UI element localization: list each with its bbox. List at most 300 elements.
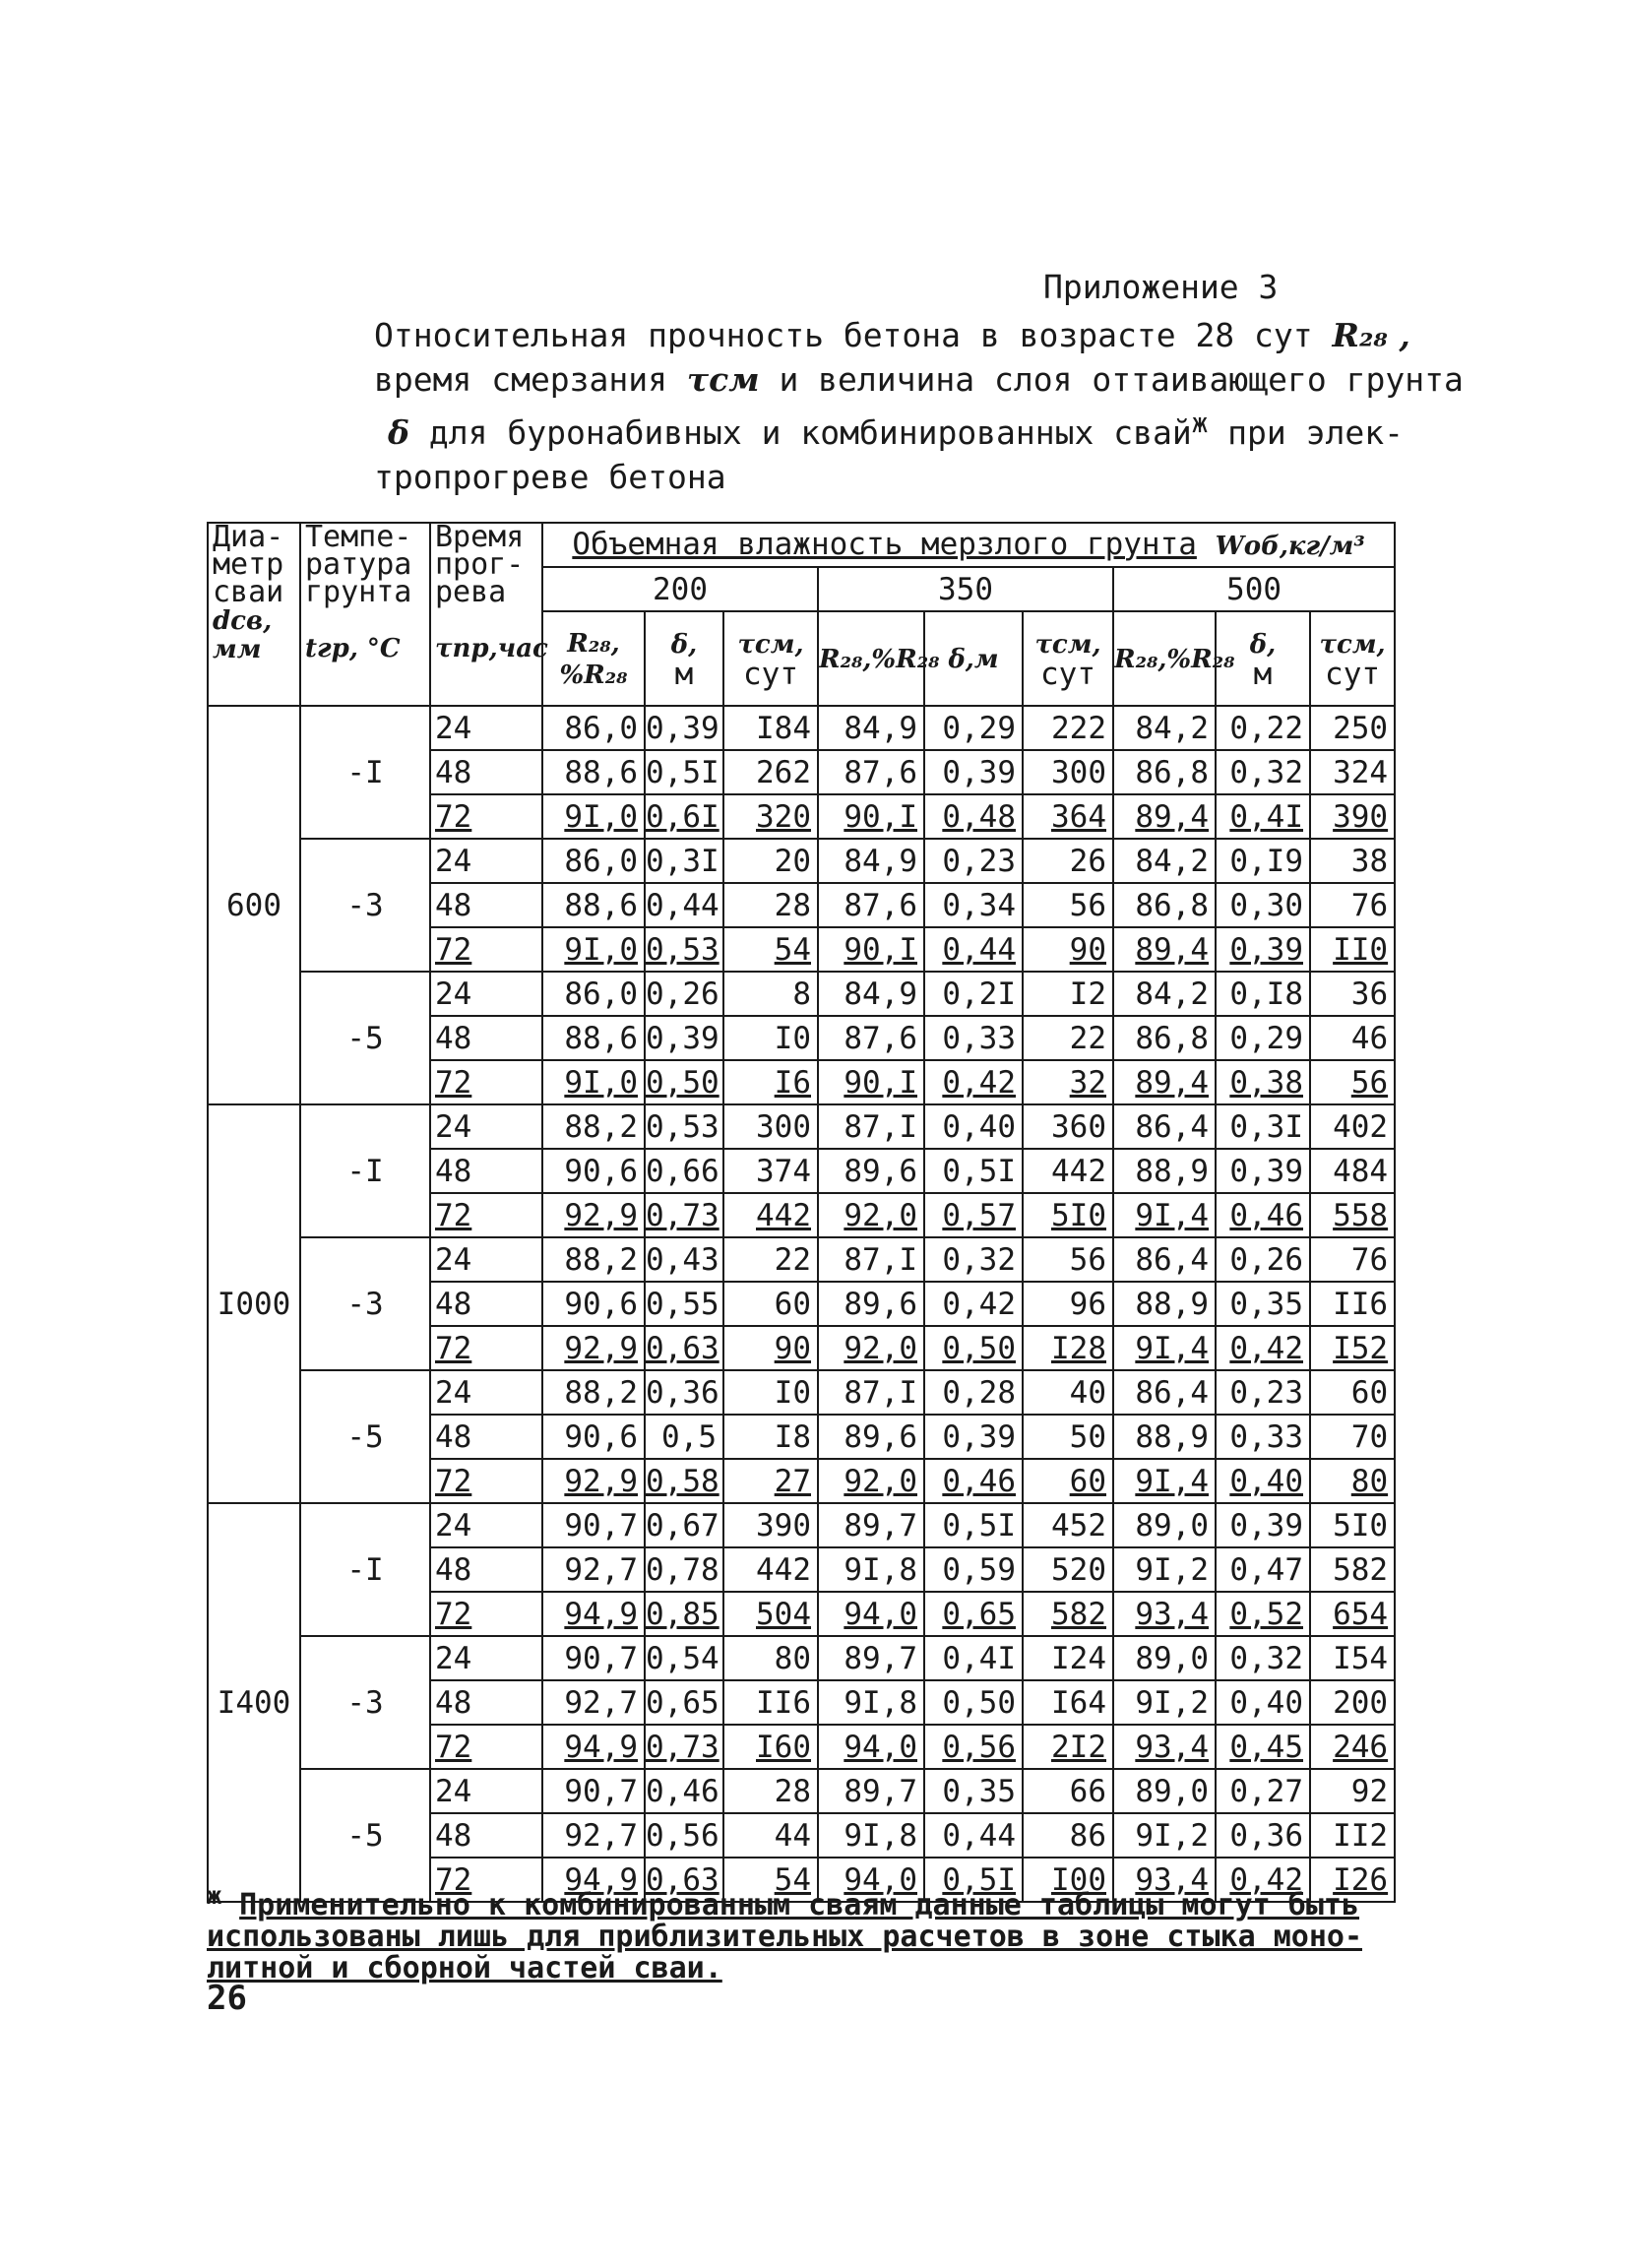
cell-value: 90,6 [542, 1415, 645, 1459]
table-body [208, 706, 1395, 1902]
cell-value: 2I2 [1023, 1725, 1113, 1769]
cell-temperature: -3 [300, 839, 430, 972]
cell-value: 66 [1023, 1769, 1113, 1813]
cell-value: II6 [723, 1680, 818, 1725]
cell-value: 28 [723, 1769, 818, 1813]
cell-value: 0,I8 [1216, 972, 1310, 1016]
cell-time: 72 [430, 1193, 542, 1237]
cell-value: 0,39 [1216, 1149, 1310, 1193]
cell-time: 24 [430, 1104, 542, 1149]
cell-value: 5I0 [1023, 1193, 1113, 1237]
cell-value: 9I,2 [1113, 1680, 1216, 1725]
cell-value: 90,7 [542, 1636, 645, 1680]
cell-value: 84,2 [1113, 972, 1216, 1016]
cell-value: 402 [1310, 1104, 1395, 1149]
cell-time: 72 [430, 927, 542, 972]
cell-value: 0,52 [1216, 1592, 1310, 1636]
cell-value: 90,6 [542, 1149, 645, 1193]
cell-value: 32 [1023, 1060, 1113, 1104]
cell-value: 9I,2 [1113, 1547, 1216, 1592]
cell-value: 27 [723, 1459, 818, 1503]
cell-value: 88,2 [542, 1370, 645, 1415]
cell-value: 89,4 [1113, 1060, 1216, 1104]
cell-value: 94,0 [818, 1858, 924, 1902]
cell-value: 0,44 [645, 883, 723, 927]
cell-value: 86,0 [542, 839, 645, 883]
cell-value: 0,32 [1216, 1636, 1310, 1680]
cell-value: 558 [1310, 1193, 1395, 1237]
caption-line-2: время смерзания τсм и величина слоя оттаивающего грунта [374, 360, 1464, 399]
cell-value: 390 [1310, 794, 1395, 839]
cell-value: 0,3I [645, 839, 723, 883]
cell-value: 0,I9 [1216, 839, 1310, 883]
cell-time: 24 [430, 1503, 542, 1547]
table-row [208, 1769, 1395, 1813]
cell-value: 26 [1023, 839, 1113, 883]
sub-tau-500: τсм, сут [1310, 611, 1395, 706]
delta-symbol: δ [388, 413, 410, 452]
cell-value: 93,4 [1113, 1725, 1216, 1769]
cell-time: 24 [430, 1370, 542, 1415]
cell-value: 582 [1023, 1592, 1113, 1636]
cell-value: 60 [1023, 1459, 1113, 1503]
cell-value: 90 [723, 1326, 818, 1370]
cell-value: I8 [723, 1415, 818, 1459]
cell-value: I00 [1023, 1858, 1113, 1902]
cell-value: 262 [723, 750, 818, 794]
cell-value: 86,0 [542, 706, 645, 750]
cell-value: 0,42 [924, 1060, 1023, 1104]
cell-temperature: -I [300, 1104, 430, 1237]
cell-value: 0,5I [924, 1149, 1023, 1193]
cell-value: 80 [1310, 1459, 1395, 1503]
cell-value: 0,36 [1216, 1813, 1310, 1858]
cell-value: 654 [1310, 1592, 1395, 1636]
cell-value: 0,50 [645, 1060, 723, 1104]
header-temperature: Темпе- ратура грунта tгр, °C [300, 523, 430, 706]
sub-delta-500: δ, м [1216, 611, 1310, 706]
cell-value: 0,44 [924, 1813, 1023, 1858]
table-row [208, 1104, 1395, 1149]
cell-time: 48 [430, 1813, 542, 1858]
cell-value: 89,6 [818, 1149, 924, 1193]
cell-value: 504 [723, 1592, 818, 1636]
cell-value: 0,36 [645, 1370, 723, 1415]
cell-time: 24 [430, 1636, 542, 1680]
cell-value: 84,9 [818, 839, 924, 883]
cell-value: 0,44 [924, 927, 1023, 972]
data-table [207, 522, 1396, 1903]
cell-value: 320 [723, 794, 818, 839]
cell-value: 93,4 [1113, 1592, 1216, 1636]
cell-value: 0,30 [1216, 883, 1310, 927]
cell-value: 90,I [818, 1060, 924, 1104]
cell-value: 84,2 [1113, 706, 1216, 750]
cell-value: 22 [1023, 1016, 1113, 1060]
cell-value: 250 [1310, 706, 1395, 750]
cell-time: 72 [430, 1326, 542, 1370]
cell-value: 80 [723, 1636, 818, 1680]
cell-time: 48 [430, 1149, 542, 1193]
cell-value: 0,78 [645, 1547, 723, 1592]
cell-value: 88,9 [1113, 1282, 1216, 1326]
sub-delta-200: δ, м [645, 611, 723, 706]
cell-time: 72 [430, 1060, 542, 1104]
cell-value: 0,22 [1216, 706, 1310, 750]
cell-value: 374 [723, 1149, 818, 1193]
cell-value: 0,40 [924, 1104, 1023, 1149]
cell-time: 48 [430, 750, 542, 794]
cell-temperature: -3 [300, 1636, 430, 1769]
cell-value: 56 [1023, 883, 1113, 927]
cell-value: 0,29 [1216, 1016, 1310, 1060]
cell-value: 40 [1023, 1370, 1113, 1415]
cell-value: 86,8 [1113, 750, 1216, 794]
cell-value: 89,0 [1113, 1769, 1216, 1813]
cell-diameter: I400 [208, 1503, 300, 1902]
cell-value: 56 [1310, 1060, 1395, 1104]
cell-value: 0,39 [924, 1415, 1023, 1459]
cell-value: 0,33 [924, 1016, 1023, 1060]
cell-value: 56 [1023, 1237, 1113, 1282]
sub-delta-350: δ,м [924, 611, 1023, 706]
cell-value: 92,0 [818, 1326, 924, 1370]
cell-value: 0,85 [645, 1592, 723, 1636]
table-caption [374, 313, 1464, 499]
cell-value: 452 [1023, 1503, 1113, 1547]
cell-value: 9I,4 [1113, 1326, 1216, 1370]
cell-value: II6 [1310, 1282, 1395, 1326]
cell-value: 0,35 [924, 1769, 1023, 1813]
cell-value: 88,6 [542, 1016, 645, 1060]
cell-value: I0 [723, 1016, 818, 1060]
cell-value: 0,42 [1216, 1858, 1310, 1902]
cell-value: 94,9 [542, 1725, 645, 1769]
cell-value: 0,50 [924, 1326, 1023, 1370]
cell-value: 89,7 [818, 1636, 924, 1680]
cell-value: 92,7 [542, 1813, 645, 1858]
cell-diameter: I000 [208, 1104, 300, 1503]
cell-value: 60 [1310, 1370, 1395, 1415]
footnote-line-1: $^ж$ Применительно к комбинированным сваям данные таблицы могут быть [207, 1881, 1360, 1922]
table-row [208, 1636, 1395, 1680]
header-diameter: Диа- метр сваи dсв, мм [208, 523, 300, 706]
header-humidity: Объемная влажность мерзлого грунта Wоб,кг/м³ [542, 523, 1395, 567]
cell-value: 92 [1310, 1769, 1395, 1813]
cell-value: 0,39 [924, 750, 1023, 794]
sub-tau-200: τсм, сут [723, 611, 818, 706]
cell-value: 0,39 [1216, 927, 1310, 972]
cell-value: 0,28 [924, 1370, 1023, 1415]
cell-value: 87,6 [818, 750, 924, 794]
cell-value: 90,7 [542, 1769, 645, 1813]
cell-value: 9I,0 [542, 794, 645, 839]
cell-value: 92,9 [542, 1459, 645, 1503]
cell-value: 88,6 [542, 750, 645, 794]
cell-value: 0,50 [924, 1680, 1023, 1725]
cell-value: 76 [1310, 883, 1395, 927]
footnote [207, 1880, 1398, 1984]
cell-value: 87,I [818, 1104, 924, 1149]
cell-value: 96 [1023, 1282, 1113, 1326]
cell-value: 0,5I [924, 1858, 1023, 1902]
cell-value: 200 [1310, 1680, 1395, 1725]
cell-value: 300 [1023, 750, 1113, 794]
cell-temperature: -I [300, 706, 430, 839]
cell-value: 88,2 [542, 1104, 645, 1149]
cell-value: 324 [1310, 750, 1395, 794]
cell-value: 582 [1310, 1547, 1395, 1592]
cell-value: 222 [1023, 706, 1113, 750]
cell-time: 48 [430, 1547, 542, 1592]
table-row [208, 1503, 1395, 1547]
cell-value: 0,63 [645, 1326, 723, 1370]
cell-value: 87,6 [818, 1016, 924, 1060]
cell-value: 0,2I [924, 972, 1023, 1016]
sub-r28-500: R₂₈,%R₂₈ [1113, 611, 1216, 706]
cell-value: 0,53 [645, 927, 723, 972]
cell-value: 86,8 [1113, 883, 1216, 927]
cell-value: 86,4 [1113, 1370, 1216, 1415]
cell-value: 484 [1310, 1149, 1395, 1193]
cell-value: 89,0 [1113, 1636, 1216, 1680]
cell-time: 72 [430, 1725, 542, 1769]
cell-value: 90 [1023, 927, 1113, 972]
cell-time: 24 [430, 839, 542, 883]
header-group-350: 350 [818, 567, 1113, 611]
cell-value: 0,5 [645, 1415, 723, 1459]
data-table-wrapper [207, 522, 1394, 1903]
cell-value: 92,7 [542, 1547, 645, 1592]
cell-value: 92,9 [542, 1193, 645, 1237]
cell-value: 9I,8 [818, 1680, 924, 1725]
cell-value: 364 [1023, 794, 1113, 839]
cell-value: 89,4 [1113, 794, 1216, 839]
cell-value: 28 [723, 883, 818, 927]
cell-value: 0,45 [1216, 1725, 1310, 1769]
cell-value: I6 [723, 1060, 818, 1104]
cell-value: 92,9 [542, 1326, 645, 1370]
cell-value: 0,32 [1216, 750, 1310, 794]
table-row [208, 1237, 1395, 1282]
header-group-500: 500 [1113, 567, 1395, 611]
caption-line-3: δ для буронабивных и комбинированных свай$^ж$ при элек- [388, 408, 1404, 452]
cell-value: 90,I [818, 927, 924, 972]
cell-value: 0,66 [645, 1149, 723, 1193]
cell-value: 84,9 [818, 972, 924, 1016]
cell-value: 87,6 [818, 883, 924, 927]
cell-value: 0,32 [924, 1237, 1023, 1282]
cell-value: 0,39 [1216, 1503, 1310, 1547]
cell-value: 0,3I [1216, 1104, 1310, 1149]
appendix-label: Приложение 3 [1043, 268, 1279, 306]
cell-value: 92,0 [818, 1193, 924, 1237]
cell-time: 24 [430, 1237, 542, 1282]
cell-value: 87,I [818, 1237, 924, 1282]
cell-value: 0,55 [645, 1282, 723, 1326]
cell-value: 0,34 [924, 883, 1023, 927]
cell-value: 0,39 [645, 1016, 723, 1060]
cell-value: 0,65 [924, 1592, 1023, 1636]
cell-value: 0,35 [1216, 1282, 1310, 1326]
cell-value: 442 [1023, 1149, 1113, 1193]
table-row [208, 972, 1395, 1016]
cell-value: 0,23 [1216, 1370, 1310, 1415]
cell-time: 48 [430, 1415, 542, 1459]
sub-tau-350: τсм, сут [1023, 611, 1113, 706]
cell-value: 9I,8 [818, 1813, 924, 1858]
cell-value: 0,47 [1216, 1547, 1310, 1592]
header-group-200: 200 [542, 567, 818, 611]
cell-value: 0,29 [924, 706, 1023, 750]
cell-value: 60 [723, 1282, 818, 1326]
cell-value: 76 [1310, 1237, 1395, 1282]
cell-value: I60 [723, 1725, 818, 1769]
cell-value: 0,23 [924, 839, 1023, 883]
cell-value: 50 [1023, 1415, 1113, 1459]
r28-symbol: R₂₈ , [1332, 316, 1410, 354]
cell-value: 84,9 [818, 706, 924, 750]
cell-value: I84 [723, 706, 818, 750]
cell-value: 9I,2 [1113, 1813, 1216, 1858]
caption-line-1: Относительная прочность бетона в возрасте 28 сут R₂₈ , [374, 316, 1410, 354]
cell-time: 72 [430, 794, 542, 839]
cell-value: 84,2 [1113, 839, 1216, 883]
cell-value: 8 [723, 972, 818, 1016]
cell-value: 0,6I [645, 794, 723, 839]
cell-value: 442 [723, 1193, 818, 1237]
cell-time: 72 [430, 1459, 542, 1503]
cell-temperature: -5 [300, 1370, 430, 1503]
cell-value: I52 [1310, 1326, 1395, 1370]
cell-temperature: -3 [300, 1237, 430, 1370]
sub-r28-350: R₂₈,%R₂₈ [818, 611, 924, 706]
cell-value: 94,9 [542, 1858, 645, 1902]
cell-value: 93,4 [1113, 1858, 1216, 1902]
cell-value: 0,42 [924, 1282, 1023, 1326]
cell-value: 88,9 [1113, 1149, 1216, 1193]
cell-value: 54 [723, 927, 818, 972]
cell-value: I24 [1023, 1636, 1113, 1680]
cell-value: 0,40 [1216, 1459, 1310, 1503]
cell-value: 0,59 [924, 1547, 1023, 1592]
cell-value: 88,2 [542, 1237, 645, 1282]
cell-value: 0,67 [645, 1503, 723, 1547]
cell-time: 48 [430, 1016, 542, 1060]
cell-value: 0,56 [924, 1725, 1023, 1769]
cell-value: 0,53 [645, 1104, 723, 1149]
cell-value: 94,9 [542, 1592, 645, 1636]
cell-time: 48 [430, 1282, 542, 1326]
cell-time: 24 [430, 706, 542, 750]
cell-value: 38 [1310, 839, 1395, 883]
cell-value: 360 [1023, 1104, 1113, 1149]
cell-value: 22 [723, 1237, 818, 1282]
cell-time: 24 [430, 972, 542, 1016]
cell-time: 24 [430, 1769, 542, 1813]
cell-time: 48 [430, 1680, 542, 1725]
table-row [208, 1370, 1395, 1415]
cell-value: 86,4 [1113, 1237, 1216, 1282]
cell-value: 9I,8 [818, 1547, 924, 1592]
cell-value: 87,I [818, 1370, 924, 1415]
cell-value: 54 [723, 1858, 818, 1902]
cell-value: 0,43 [645, 1237, 723, 1282]
table-row [208, 706, 1395, 750]
cell-value: 300 [723, 1104, 818, 1149]
cell-value: 0,46 [924, 1459, 1023, 1503]
cell-value: 0,26 [1216, 1237, 1310, 1282]
cell-diameter: 600 [208, 706, 300, 1104]
tau-symbol: τсм [686, 360, 760, 399]
cell-value: 88,6 [542, 883, 645, 927]
cell-value: 89,7 [818, 1769, 924, 1813]
cell-time: 72 [430, 1858, 542, 1902]
table-row [208, 839, 1395, 883]
cell-value: 9I,4 [1113, 1193, 1216, 1237]
cell-value: I64 [1023, 1680, 1113, 1725]
cell-value: 88,9 [1113, 1415, 1216, 1459]
cell-value: 92,0 [818, 1459, 924, 1503]
cell-value: 9I,0 [542, 927, 645, 972]
cell-value: 0,38 [1216, 1060, 1310, 1104]
cell-value: 70 [1310, 1415, 1395, 1459]
cell-value: 20 [723, 839, 818, 883]
cell-value: 0,58 [645, 1459, 723, 1503]
cell-value: 86,4 [1113, 1104, 1216, 1149]
cell-value: 89,6 [818, 1282, 924, 1326]
cell-value: 9I,0 [542, 1060, 645, 1104]
cell-value: I0 [723, 1370, 818, 1415]
footnote-line-3: литной и сборной частей сваи. [207, 1951, 722, 1985]
cell-value: I28 [1023, 1326, 1113, 1370]
cell-value: 94,0 [818, 1725, 924, 1769]
cell-value: I26 [1310, 1858, 1395, 1902]
cell-value: 90,6 [542, 1282, 645, 1326]
cell-value: 0,57 [924, 1193, 1023, 1237]
cell-value: 86 [1023, 1813, 1113, 1858]
cell-value: 0,4I [1216, 794, 1310, 839]
cell-value: II2 [1310, 1813, 1395, 1858]
cell-value: 0,27 [1216, 1769, 1310, 1813]
cell-time: 72 [430, 1592, 542, 1636]
cell-value: 246 [1310, 1725, 1395, 1769]
cell-value: 36 [1310, 972, 1395, 1016]
cell-value: 89,0 [1113, 1503, 1216, 1547]
cell-value: 0,56 [645, 1813, 723, 1858]
cell-value: 0,4I [924, 1636, 1023, 1680]
cell-value: 0,46 [645, 1769, 723, 1813]
sub-r28-200: R₂₈, %R₂₈ [542, 611, 645, 706]
cell-value: 92,7 [542, 1680, 645, 1725]
cell-value: 0,63 [645, 1858, 723, 1902]
footnote-line-2: использованы лишь для приблизительных расчетов в зоне стыка моно- [207, 1920, 1362, 1954]
cell-value: I2 [1023, 972, 1113, 1016]
cell-value: 0,46 [1216, 1193, 1310, 1237]
cell-value: 0,26 [645, 972, 723, 1016]
cell-value: 89,4 [1113, 927, 1216, 972]
cell-temperature: -I [300, 1503, 430, 1636]
cell-value: 0,73 [645, 1193, 723, 1237]
cell-value: 46 [1310, 1016, 1395, 1060]
cell-value: 0,5I [645, 750, 723, 794]
cell-time: 48 [430, 883, 542, 927]
cell-value: 520 [1023, 1547, 1113, 1592]
cell-value: 0,40 [1216, 1680, 1310, 1725]
cell-value: II0 [1310, 927, 1395, 972]
cell-value: 89,7 [818, 1503, 924, 1547]
cell-value: 0,33 [1216, 1415, 1310, 1459]
